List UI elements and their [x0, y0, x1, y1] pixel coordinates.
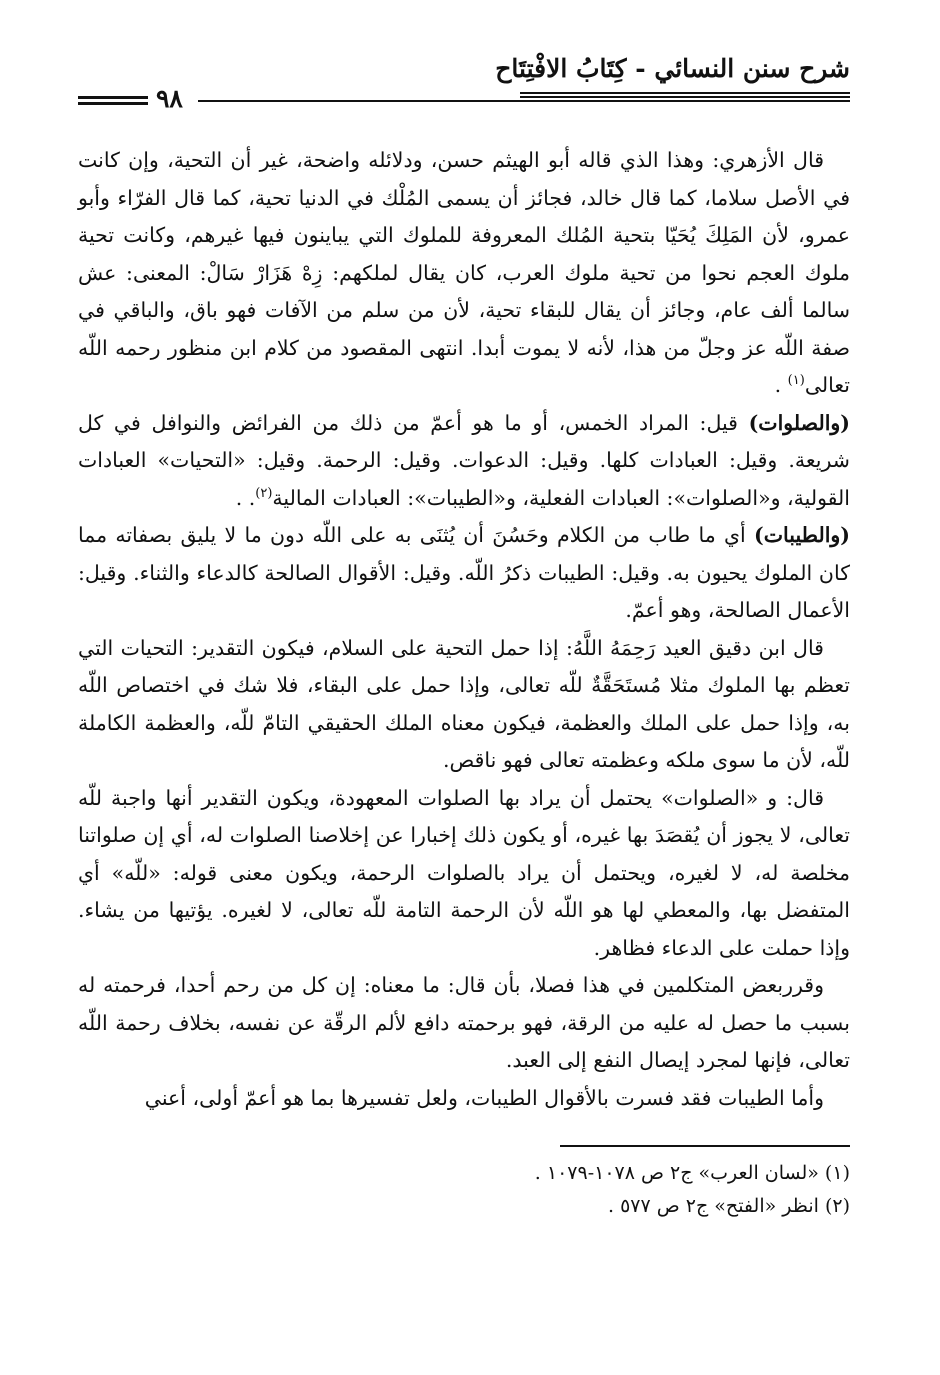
paragraph — [78, 780, 850, 968]
term-heading: (والطيبات) — [754, 523, 850, 547]
header-divider — [198, 100, 850, 102]
footnote-2: (٢) انظر «الفتح» ج٢ ص ٥٧٧ . — [608, 1195, 850, 1217]
paragraph-text: قال: و «الصلوات» يحتمل أن يراد بها الصلوات المعهودة، ويكون التقدير أنها واجبة للّه تعالى، لا يجوز أن يُقصَدَ بها غيره، أو يكون ذلك إخبارا عن إخلاصنا الصلوات له، أي إن صلواتنا مخلصة له، لا لغيره، ويحتمل أن يراد بالصلوات الرحمة، ويكون معنى قوله: «للّه» أي المتفضل بها، والمعطي لها هو اللّه لأن الرحمة التامة للّه تعالى، لا لغيره. يؤتيها من يشاء. وإذا حملت على الدعاء فظاهر. — [78, 785, 850, 960]
page-header — [78, 44, 850, 124]
paragraph — [78, 967, 850, 1080]
title-rule-thin — [520, 96, 850, 98]
paragraph — [78, 517, 850, 630]
paragraph — [78, 630, 850, 780]
paragraph — [78, 1080, 850, 1118]
paragraph-tail: . . — [235, 485, 256, 510]
paragraph-tail: . — [774, 373, 788, 397]
footnote-1: (١) «لسان العرب» ج٢ ص ١٠٧٨-١٠٧٩ . — [534, 1162, 850, 1184]
term-heading: (والصلوات) — [748, 410, 850, 435]
paragraph-text: قال الأزهري: وهذا الذي قاله أبو الهيثم حسن، ودلائله واضحة، غير أن التحية، وإن كانت في الأصل سلاما، كما قال خالد، فجائز أن يسمى المُلْك في الدنيا تحية، كما قال الفرّاء وأبو عمرو، لأن المَلِكَ يُحَيّا بتحية المُلك المعروفة للملوك التي يباينون فيها غيرهم، وكانت تحية ملوك العجم نحوا من تحية ملوك العرب، كان يقال لملكهم: زِهْ هَزَارْ سَالْ: المعنى: عش سالما ألف عام، وجائز أن يقال للبقاء تحية، لأن من سلم من الآفات فهو باق، والباقي في صفة اللّه عز وجلّ من هذا، لأنه لا يموت أبدا. انتهى المقصود من كلام ابن منظور رحمه اللّه تعالى — [78, 148, 850, 397]
page-number: ٩٨ — [156, 84, 183, 113]
page — [78, 44, 850, 1344]
title-rule — [520, 92, 850, 94]
paragraph — [78, 405, 850, 518]
paragraph-text: وقرربعض المتكلمين في هذا فصلا، بأن قال: ما معناه: إن كل من رحم أحدا، فرحمته له بسبب ما حصل له عليه من الرقة، فهو برحمته دافع لألم الرقّة عن نفسه، بخلاف رحمة اللّه تعالى، فإنها لمجرد إيصال النفع إلى العبد. — [78, 973, 850, 1072]
paragraph-text: أي ما طاب من الكلام وحَسُنَ أن يُثنَى به على اللّه دون ما لا يليق بصفاته مما كان الملوك يحيون به. وقيل: الطيبات ذكرُ اللّه. وقيل: الأقوال الصالحة كالدعاء والثناء. وقيل: الأعمال الصالحة، وهو أعمّ. — [78, 523, 850, 622]
footnote-ref: (٢) — [255, 485, 273, 501]
page-number-bar — [78, 102, 148, 105]
paragraph — [78, 142, 850, 405]
paragraph-text: قال ابن دقيق العيد رَحِمَهُ اللَّهُ: إذا حمل التحية على السلام، فيكون التقدير: التحيات التي تعظم بها الملوك مثلا مُستَحَقَّةٌ للّه تعالى، وإذا حمل على البقاء، فلا شك في اختصاص اللّه به، وإذا حمل على الملك والعظمة، فيكون معناه الملك الحقيقي التامّ للّه، والعظمة الكاملة للّه، لأن ما سوى ملكه وعظمته تعالى فهو ناقص. — [78, 635, 850, 772]
footnote-divider — [560, 1145, 850, 1147]
body-text — [78, 142, 850, 1117]
footnote-ref: (١) — [787, 373, 805, 389]
page-number-bar — [78, 96, 148, 99]
paragraph-text: قيل: المراد الخمس، أو ما هو أعمّ من ذلك من الفرائض والنوافل في كل شريعة. وقيل: العبادات كلها. وقيل: الدعوات. وقيل: الرحمة. وقيل: «التحيات» العبادات القولية، و«الصلوات»: العبادات الفعلية، و«الطيبات»: العبادات المالية — [78, 410, 850, 510]
paragraph-text: وأما الطيبات فقد فسرت بالأقوال الطيبات، ولعل تفسيرها بما هو أعمّ أولى، أعني — [144, 1085, 824, 1110]
book-title: شرح سنن النسائي - كِتَابُ الافْتِتَاح — [495, 54, 850, 83]
